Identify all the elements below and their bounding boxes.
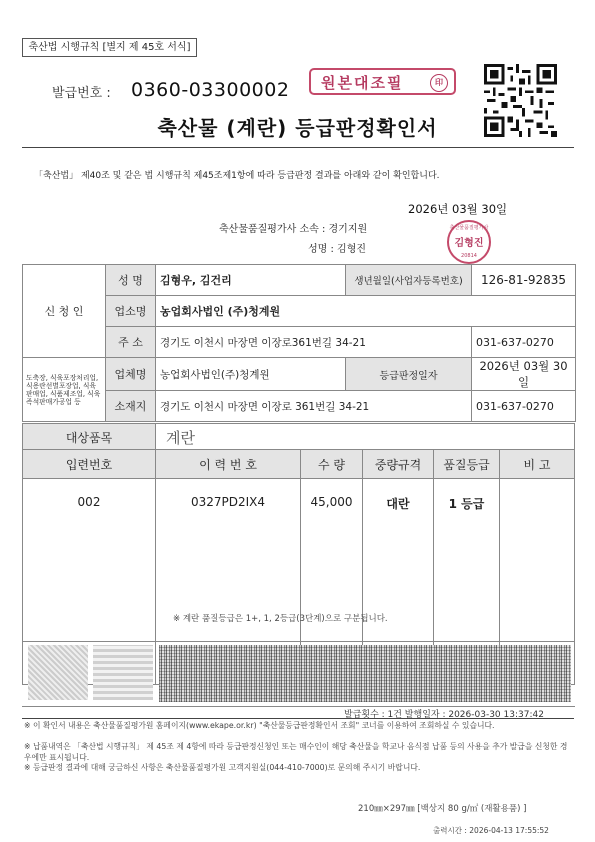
form-reference: 축산법 시행규칙 [별지 제 45호 서식] [22, 38, 197, 57]
address-value: 경기도 이천시 마장면 이장로361번길 34-21 [156, 327, 472, 358]
issue-info-line: 발급횟수 : 1건 발행일자 : 2026-03-30 13:37:42 [344, 710, 544, 720]
assessor-name: 성명 : 김형진 [308, 244, 367, 255]
name-value: 김형우, 김건리 [156, 265, 346, 296]
seal-top-text: 축산물품질평가사 [449, 225, 489, 231]
issue-number-label: 발급번호 : [52, 86, 111, 101]
stamp-text: 원본대조필 [321, 74, 404, 92]
registrant-section-label: 도축장, 식육포장처리업, 식용란선별포장업, 식육판매업, 식품제조업, 식육즉석판매가공업 등 [23, 358, 106, 422]
header-quality-grade: 품질등급 [434, 450, 500, 479]
document-title: 축산물 (계란) 등급판정확인서 [157, 116, 438, 140]
footnote-1: ※ 이 확인서 내용은 축산물품질평가원 홈페이지(www.ekape.or.kr) "축산물등급판정확인서 조회" 코너를 이용하여 조회하실 수 있습니다. [24, 721, 495, 730]
header-weight-spec: 중량규격 [363, 450, 434, 479]
stamp-mark: 印 [430, 74, 448, 92]
security-barcode-strip [159, 645, 571, 702]
quantity-cell: 45,000 [301, 479, 363, 685]
header-lot-no: 입련번호 [23, 450, 156, 479]
header-remarks: 비 고 [500, 450, 575, 479]
business-value: 농업회사법인(주)청계원 [156, 358, 346, 391]
trace-no-cell: 0327PD2IX4 [156, 479, 301, 685]
issue-number: 0360-03300002 [131, 79, 290, 101]
location-label: 소재지 [106, 391, 156, 422]
header-trace-no: 이 력 번 호 [156, 450, 301, 479]
seal-bottom-text: 20814 [461, 253, 477, 259]
quality-grade-cell: 1 등급 [434, 479, 500, 685]
grade-note: ※ 계란 품질등급은 1+, 1, 2등급(3단계)으로 구분됩니다. [173, 614, 388, 624]
location-value: 경기도 이천시 마장면 이장로 361번길 34-21 [156, 391, 472, 422]
paper-spec: 210㎜×297㎜ [백상지 80 g/㎡ (재활용품) ] [358, 804, 527, 814]
security-pattern-2 [93, 645, 153, 700]
seal-name: 김형진 [454, 238, 484, 249]
company-value: 농업회사법인 (주)청계원 [156, 296, 576, 327]
target-label: 대상품목 [23, 424, 156, 452]
address-label: 주 소 [106, 327, 156, 358]
name-label: 성 명 [106, 265, 156, 296]
applicant-table [22, 264, 576, 422]
print-time: 출력시간 : 2026-04-13 17:55:52 [433, 826, 549, 835]
target-value: 계란 [156, 424, 575, 452]
title-divider [22, 147, 574, 148]
issue-date: 2026년 03월 30일 [408, 202, 508, 216]
assessor-affiliation: 축산물품질평가사 소속 : 경기지원 [219, 224, 368, 235]
applicant-phone: 031-637-0270 [472, 327, 576, 358]
business-label: 업체명 [106, 358, 156, 391]
footnote-3: ※ 등급판정 결과에 대해 궁금하신 사항은 축산물품질평가원 고객지원실(044-410-7000)로 문의해 주시기 바랍니다. [24, 763, 421, 772]
lot-no-cell: 002 [23, 479, 156, 685]
birth-value: 126-81-92835 [472, 265, 576, 296]
security-pattern-1 [28, 645, 88, 700]
original-verified-stamp [309, 68, 456, 95]
target-table [22, 423, 575, 452]
judge-date-value: 2026년 03월 30일 [472, 358, 576, 391]
assessor-seal [447, 220, 491, 264]
birth-label: 생년월일(사업자등록번호) [346, 265, 472, 296]
weight-spec-cell: 대란 [363, 479, 434, 685]
judge-date-label: 등급판정일자 [346, 358, 472, 391]
footnote-2: ※ 납품내역은 「축산법 시행규칙」 제 45조 제 4항에 따라 등급판정신청인 또는 매수인이 해당 축산물을 학교나 음식점 납품 등의 사용을 추가 발급을 신청한 경우에만 표시됩니다. [24, 742, 568, 762]
header-quantity: 수 량 [301, 450, 363, 479]
footer-divider [22, 718, 574, 719]
intro-statement: 「축산법」 제40조 및 같은 법 시행규칙 제45조제1항에 따라 등급판정 결과를 아래와 같이 확인합니다. [34, 171, 440, 181]
company-label: 업소명 [106, 296, 156, 327]
grading-header-row [23, 450, 575, 479]
registrant-phone: 031-637-0270 [472, 391, 576, 422]
applicant-section-label: 신 청 인 [23, 265, 106, 358]
